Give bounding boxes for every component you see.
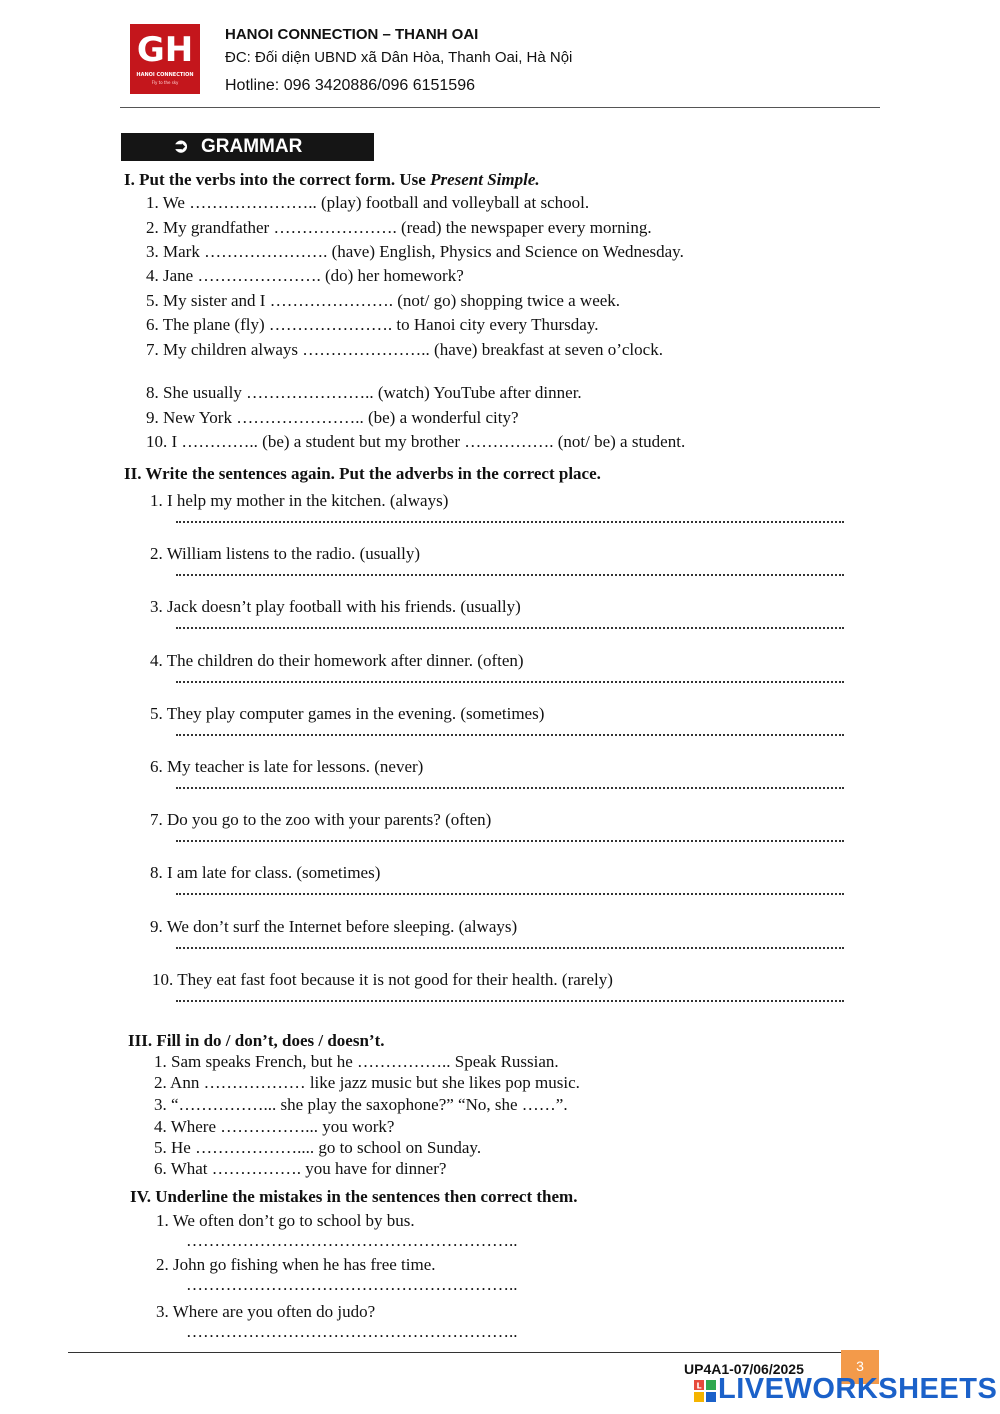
footer-divider (68, 1352, 865, 1353)
part2-item: 10. They eat fast foot because it is not good for their health. (rarely) (152, 970, 613, 989)
answer-line[interactable] (176, 828, 844, 842)
header-title: HANOI CONNECTION – THANH OAI (225, 26, 479, 43)
section-banner (121, 133, 374, 161)
item-text: (not/ go) shopping twice a week. (392, 291, 621, 310)
logo-monogram: GH (136, 30, 194, 70)
answer-line[interactable] (176, 562, 844, 576)
part3-item: 5. He ……………….... go to school on Sunday. (154, 1138, 482, 1157)
item-text: 9. New York (146, 408, 237, 427)
logo-letter: L (696, 1381, 702, 1391)
part1-item (146, 315, 598, 335)
part4-item: 1. We often don’t go to school by bus. (156, 1211, 415, 1230)
liveworksheets-logo-icon (694, 1380, 716, 1402)
part1-item (146, 383, 582, 403)
part3-item: 3. “……………... she play the saxophone?” “No, she ……”. (154, 1095, 568, 1114)
part2-item: 7. Do you go to the zoo with your parents? (often) (150, 810, 492, 829)
part1-item (146, 193, 589, 213)
header-hotline: Hotline: 096 3420886/096 6151596 (225, 77, 475, 94)
answer-blank[interactable]: …………………. (273, 218, 397, 237)
part2-item: 2. William listens to the radio. (usually) (150, 544, 421, 563)
footer-code: UP4A1-07/06/2025 (684, 1361, 804, 1377)
answer-blank[interactable]: ………………….. (246, 383, 374, 402)
answer-line[interactable] (176, 775, 844, 789)
part3-item: 6. What ……………. you have for dinner? (154, 1159, 447, 1178)
answer-line[interactable]: ………………………………………………….. (186, 1231, 518, 1250)
item-text: 6. The plane (fly) (146, 315, 269, 334)
part1-item (146, 291, 620, 311)
item-text: 4. Jane (146, 266, 198, 285)
company-logo (130, 24, 200, 94)
item-text: (do) her homework? (320, 266, 464, 285)
part1-item (146, 218, 652, 238)
answer-blank[interactable]: …………………. (268, 315, 393, 334)
part2-item: 9. We don’t surf the Internet before sleeping. (always) (150, 917, 518, 936)
answer-line[interactable] (176, 615, 844, 629)
answer-line[interactable] (176, 935, 844, 949)
answer-line[interactable] (176, 722, 844, 736)
item-text: 1. We (146, 193, 190, 212)
answer-blank[interactable]: …………………. (204, 242, 328, 261)
item-text: (have) English, Physics and Science on Wednesday. (327, 242, 684, 261)
part1-item (146, 242, 684, 262)
answer-blank[interactable]: …………………. (197, 266, 321, 285)
arrow-icon: ➲ (173, 136, 189, 157)
part1-item-10: 10. I ………….. (be) a student but my brother ……………. (not/ be) a student. (146, 432, 686, 451)
answer-line[interactable] (176, 509, 844, 523)
item-text: (watch) YouTube after dinner. (373, 383, 582, 402)
logo-tagline: Fly to the sky (151, 80, 179, 85)
item-text: 7. My children always (146, 340, 303, 359)
part2-item: 1. I help my mother in the kitchen. (always) (150, 491, 449, 510)
part1-item (146, 408, 519, 428)
page-number: 3 (856, 1358, 864, 1374)
answer-blank[interactable]: ………………….. (302, 340, 430, 359)
answer-line[interactable]: ………………………………………………….. (186, 1275, 518, 1294)
section-title: GRAMMAR (201, 136, 303, 157)
part4-item: 2. John go fishing when he has free time. (156, 1255, 436, 1274)
answer-line[interactable] (176, 988, 844, 1002)
liveworksheets-brand: LIVEWORKSHEETS (718, 1373, 998, 1405)
item-text: (be) a wonderful city? (363, 408, 519, 427)
answer-blank[interactable]: ………………….. (236, 408, 364, 427)
part1-item (146, 266, 464, 286)
part4-heading: IV. Underline the mistakes in the sentences then correct them. (130, 1187, 578, 1206)
answer-blank[interactable]: …………………. (269, 291, 393, 310)
part2-item: 5. They play computer games in the evening. (sometimes) (150, 704, 545, 723)
item-text: 2. My grandfather (146, 218, 274, 237)
part3-item: 4. Where ……………... you work? (154, 1117, 395, 1136)
part2-heading: II. Write the sentences again. Put the adverbs in the correct place. (124, 464, 601, 483)
part2-item: 8. I am late for class. (sometimes) (150, 863, 381, 882)
item-text: 8. She usually (146, 383, 247, 402)
item-text: (play) football and volleyball at school. (316, 193, 590, 212)
item-text: 5. My sister and I (146, 291, 270, 310)
answer-line[interactable]: ………………………………………………….. (186, 1322, 518, 1341)
item-text: (read) the newspaper every morning. (396, 218, 652, 237)
part3-heading: III. Fill in do / don’t, does / doesn’t. (128, 1031, 385, 1050)
part4-item: 3. Where are you often do judo? (156, 1302, 376, 1321)
item-text: 3. Mark (146, 242, 205, 261)
item-text: (have) breakfast at seven o’clock. (429, 340, 663, 359)
item-text: to Hanoi city every Thursday. (392, 315, 599, 334)
logo-name: HANOI CONNECTION (136, 72, 194, 78)
part3-item: 2. Ann ……………… like jazz music but she likes pop music. (154, 1073, 580, 1092)
part3-item: 1. Sam speaks French, but he …………….. Speak Russian. (154, 1052, 559, 1071)
part2-item: 6. My teacher is late for lessons. (never) (150, 757, 424, 776)
answer-blank[interactable]: ………….. (181, 432, 258, 451)
part1-heading: I. Put the verbs into the correct form. Use Present Simple. (124, 170, 540, 189)
part2-item: 3. Jack doesn’t play football with his friends. (usually) (150, 597, 521, 616)
header-address: ĐC: Đối diện UBND xã Dân Hòa, Thanh Oai, Hà Nội (225, 49, 573, 66)
answer-line[interactable] (176, 669, 844, 683)
answer-blank[interactable]: ……………. (464, 432, 554, 451)
part2-item: 4. The children do their homework after dinner. (often) (150, 651, 524, 670)
part1-item (146, 340, 663, 360)
answer-blank[interactable]: ………………….. (189, 193, 317, 212)
answer-line[interactable] (176, 881, 844, 895)
header-divider (120, 107, 880, 108)
